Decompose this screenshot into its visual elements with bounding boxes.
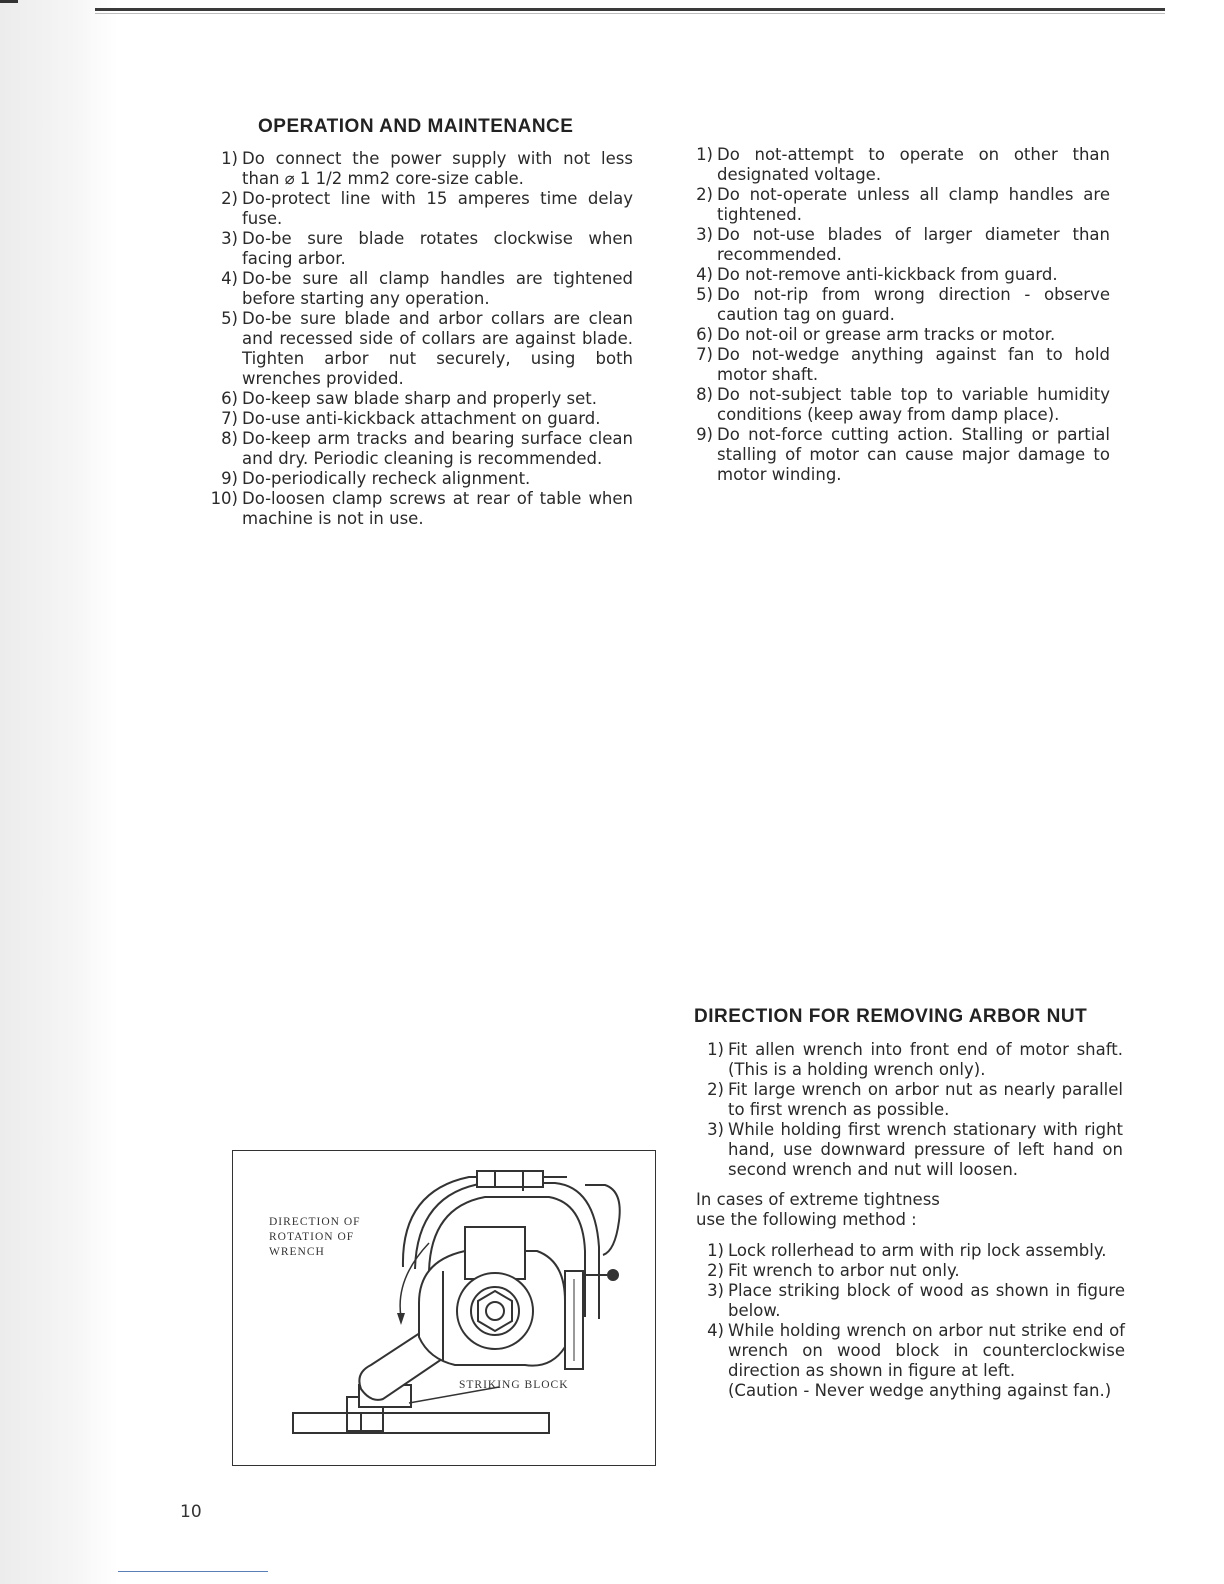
item-number: 6): [221, 389, 238, 408]
item-number: 9): [696, 425, 713, 444]
list-item: [683, 185, 1110, 225]
item-number: 3): [696, 225, 713, 244]
item-number: 1): [221, 149, 238, 168]
list-item: [694, 1281, 1125, 1321]
bottom-rule: [118, 1571, 268, 1572]
item-text: Do not-operate unless all clamp handles are tightened.: [717, 185, 1110, 224]
item-text: Do not-oil or grease arm tracks or motor.: [717, 325, 1056, 344]
list-item: [694, 1040, 1123, 1080]
item-number: 3): [707, 1281, 724, 1300]
list-item: [683, 425, 1110, 485]
item-text: Place striking block of wood as shown in figure below.: [728, 1281, 1125, 1320]
list-item: [694, 1120, 1123, 1180]
item-number: 5): [221, 309, 238, 328]
table-base: [293, 1413, 549, 1433]
item-number: 9): [221, 469, 238, 488]
list-item: [694, 1080, 1123, 1120]
item-text: Do-be sure all clamp handles are tightened before starting any operation.: [242, 269, 633, 308]
list-item: [683, 265, 1110, 285]
list-item: [694, 1321, 1125, 1401]
list-item: [694, 1261, 1125, 1281]
operation-maintenance-list: [208, 149, 633, 529]
list-item: [683, 145, 1110, 185]
item-text: Do not-use blades of larger diameter than recommended.: [717, 225, 1110, 264]
list-item: [683, 225, 1110, 265]
list-item: [208, 309, 633, 389]
item-text: Do-protect line with 15 amperes time delay fuse.: [242, 189, 633, 228]
item-text: Do connect the power supply with not less than ⌀ 1 1/2 mm2 core-size cable.: [242, 149, 633, 188]
item-text: Do not-rip from wrong direction - observe caution tag on guard.: [717, 285, 1110, 324]
list-item: [208, 409, 633, 429]
saw-illustration: [233, 1151, 655, 1465]
list-item: [694, 1241, 1125, 1261]
list-item: [208, 489, 633, 529]
list-item: [683, 385, 1110, 425]
rotation-direction-label: [269, 1215, 361, 1260]
item-number: 3): [707, 1120, 724, 1139]
item-number: 4): [221, 269, 238, 288]
item-text: Fit wrench to arbor nut only.: [728, 1261, 960, 1280]
item-number: 8): [221, 429, 238, 448]
list-item: [208, 189, 633, 229]
item-text: Do-keep arm tracks and bearing surface clean and dry. Periodic cleaning is recommended.: [242, 429, 633, 468]
list-item: [208, 149, 633, 189]
list-item: [208, 469, 633, 489]
rotation-label-line-1: DIRECTION OF: [269, 1216, 361, 1228]
list-item: [208, 229, 633, 269]
do-not-list: [683, 145, 1110, 485]
item-text: Fit large wrench on arbor nut as nearly parallel to first wrench as possible.: [728, 1080, 1123, 1119]
item-text: Do-keep saw blade sharp and properly set.: [242, 389, 597, 408]
item-number: 8): [696, 385, 713, 404]
arbor-nut-heading: DIRECTION FOR REMOVING ARBOR NUT: [694, 1006, 1088, 1027]
tightness-intro: [696, 1190, 1116, 1230]
top-rule-thin: [95, 13, 1165, 14]
item-text: Do-periodically recheck alignment.: [242, 469, 531, 488]
item-number: 4): [707, 1321, 724, 1340]
item-number: 4): [696, 265, 713, 284]
item-text: Do not-remove anti-kickback from guard.: [717, 265, 1058, 284]
corner-mark: [0, 0, 18, 23]
page-number: 10: [180, 1502, 202, 1522]
item-text: Lock rollerhead to arm with rip lock assembly.: [728, 1241, 1107, 1260]
list-item: [208, 389, 633, 409]
item-text: While holding first wrench stationary with right hand, use downward pressure of left hand on second wrench and nut will loosen.: [728, 1120, 1123, 1179]
item-text: Do not-force cutting action. Stalling or partial stalling of motor can cause major damage to motor winding.: [717, 425, 1110, 484]
item-text: Do-use anti-kickback attachment on guard.: [242, 409, 601, 428]
item-number: 2): [696, 185, 713, 204]
item-text: Do not-subject table top to variable humidity conditions (keep away from damp place).: [717, 385, 1110, 424]
striking-block-label: STRIKING BLOCK: [459, 1379, 569, 1391]
item-number: 1): [696, 145, 713, 164]
item-text: While holding wrench on arbor nut strike end of wrench on wood block in counterclockwise direction as shown in figure at left.: [728, 1321, 1125, 1380]
item-number: 3): [221, 229, 238, 248]
arbor-nut-figure: [232, 1150, 656, 1466]
item-text: Fit allen wrench into front end of motor shaft. (This is a holding wrench only).: [728, 1040, 1123, 1079]
extreme-tightness-method-list: [694, 1241, 1125, 1401]
tightness-line-2: use the following method :: [696, 1210, 917, 1229]
item-number: 2): [221, 189, 238, 208]
item-number: 6): [696, 325, 713, 344]
item-text: Do-be sure blade rotates clockwise when facing arbor.: [242, 229, 633, 268]
list-item: [683, 345, 1110, 385]
rotation-label-line-3: WRENCH: [269, 1246, 325, 1258]
top-rule: [95, 8, 1165, 11]
item-number: 5): [696, 285, 713, 304]
rotation-label-line-2: ROTATION OF: [269, 1231, 355, 1243]
item-text: Do-loosen clamp screws at rear of table when machine is not in use.: [242, 489, 633, 528]
tightness-line-1: In cases of extreme tightness: [696, 1190, 940, 1209]
arbor-nut-steps: [694, 1040, 1123, 1180]
item-number: 1): [707, 1040, 724, 1059]
item-number: 7): [221, 409, 238, 428]
list-item: [208, 269, 633, 309]
item-number: 1): [707, 1241, 724, 1260]
operation-maintenance-heading: OPERATION AND MAINTENANCE: [258, 116, 574, 137]
page-edge-shadow: [0, 0, 118, 1584]
item-number: 10): [210, 489, 238, 508]
item-number: 2): [707, 1261, 724, 1280]
list-item: [683, 325, 1110, 345]
item-text: Do-be sure blade and arbor collars are clean and recessed side of collars are against blade. Tighten arbor nut securely, using both wrenches provided.: [242, 309, 633, 388]
item-text: Do not-wedge anything against fan to hold motor shaft.: [717, 345, 1110, 384]
item-number: 7): [696, 345, 713, 364]
item-text: Do not-attempt to operate on other than designated voltage.: [717, 145, 1110, 184]
list-item: [683, 285, 1110, 325]
item-number: 2): [707, 1080, 724, 1099]
list-item: [208, 429, 633, 469]
caution-note: (Caution - Never wedge anything against fan.): [728, 1381, 1112, 1400]
